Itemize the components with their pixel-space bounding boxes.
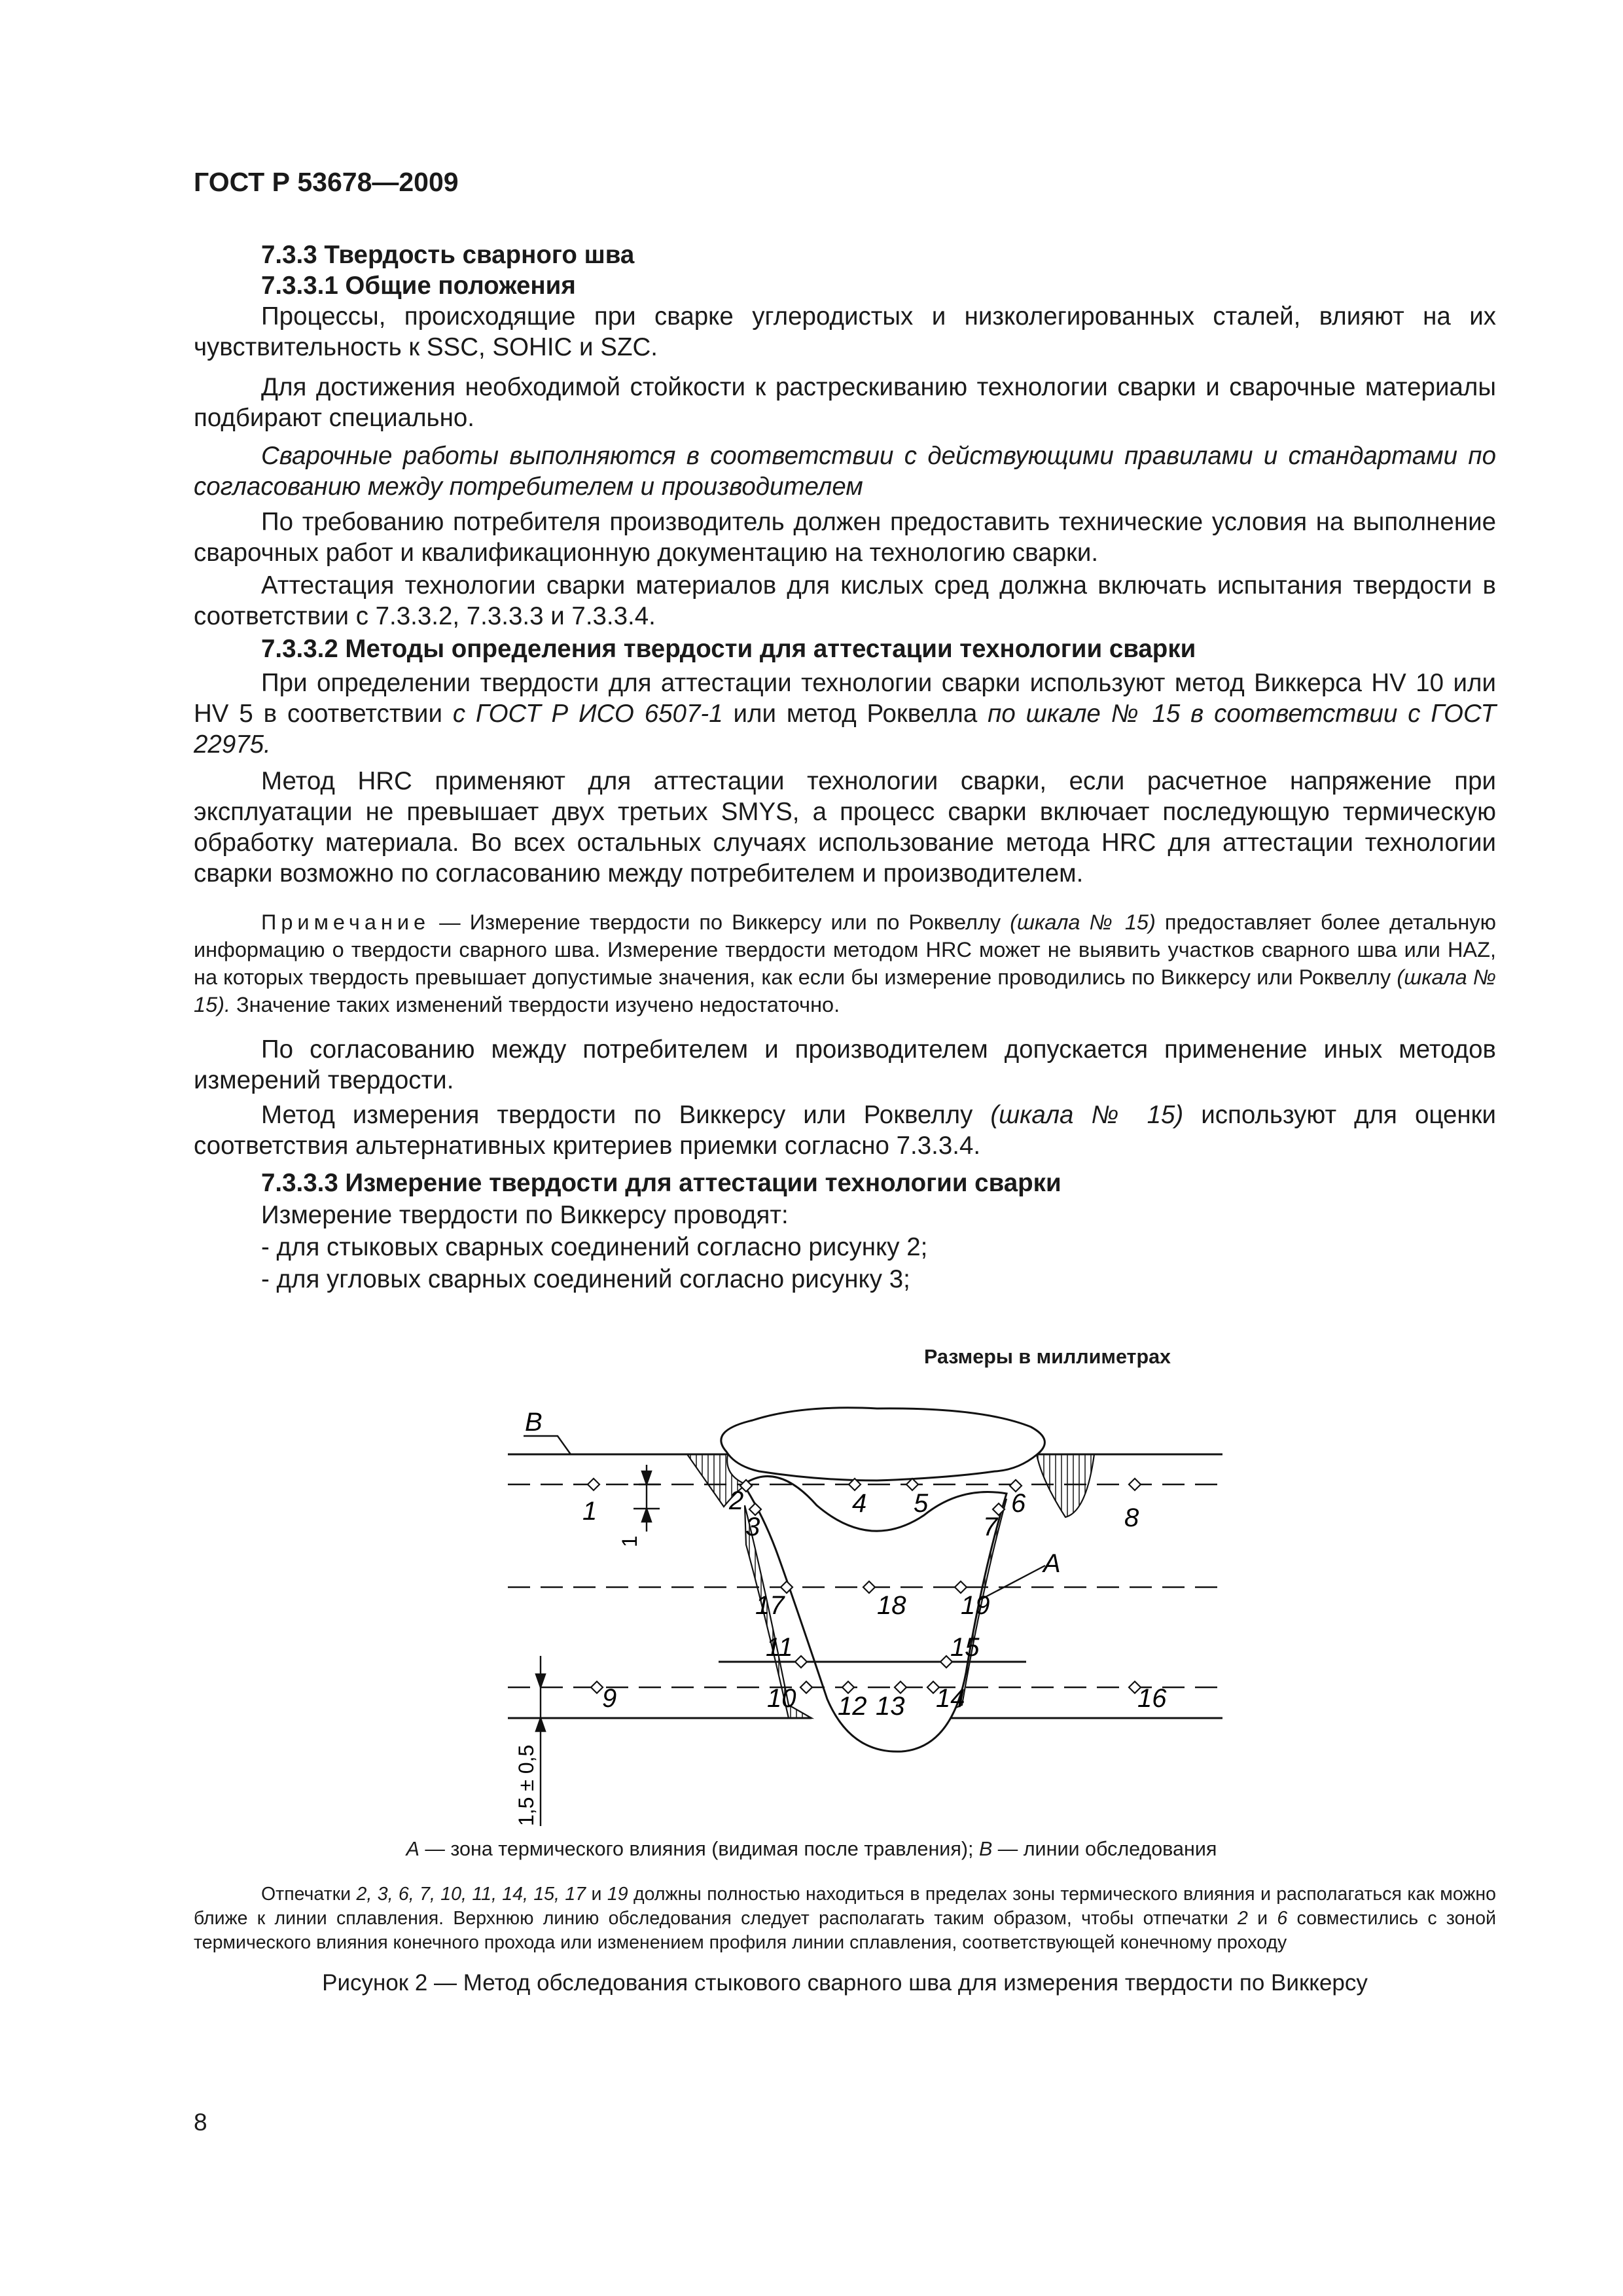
- figure-note-c: и: [586, 1884, 607, 1905]
- label-13: 13: [876, 1692, 905, 1721]
- paragraph-1: Процессы, происходящие при сварке углеродистых и низколегированных сталей, влияют на их чувствительность к SSC, SOHIC и SZC.: [194, 302, 1496, 361]
- paragraph-6-part-c: или метод Роквелла: [722, 700, 988, 728]
- label-14: 14: [936, 1684, 965, 1713]
- page-number: 8: [194, 2109, 207, 2136]
- section-7-3-3-3-heading: 7.3.3.3 Измерение твердости для аттестации технологии сварки: [261, 1169, 1061, 1197]
- paragraph-3: Сварочные работы выполняются в соответствии с действующими правилами и стандартами по согласованию между потребителем и производителем: [194, 442, 1496, 501]
- paragraph-2: Для достижения необходимой стойкости к растрескиванию технологии сварки и сварочные материалы подбирают специально.: [194, 373, 1496, 432]
- note-text-a: — Измерение твердости по Виккерсу или по Роквеллу: [430, 910, 1010, 934]
- label-11: 11: [766, 1633, 793, 1662]
- figure-note-d: 19: [607, 1884, 628, 1905]
- label-18: 18: [877, 1591, 906, 1620]
- paragraph-9-part-a: Метод измерения твердости по Виккерсу или Роквеллу: [261, 1101, 991, 1129]
- figure-note-f: 2: [1238, 1908, 1248, 1929]
- paragraph-5: Аттестация технологии сварки материалов для кислых сред должна включать испытания твердости в соответствии с 7.3.3.2, 7.3.3.3 и 7.3.3.4.: [194, 571, 1496, 630]
- document-header: ГОСТ Р 53678—2009: [194, 167, 459, 197]
- legend-b-symbol: B: [978, 1838, 993, 1860]
- label-a: A: [1043, 1549, 1061, 1578]
- paragraph-10: Измерение твердости по Виккерсу проводят:: [261, 1201, 789, 1229]
- legend-a-text: — зона термического влияния (видимая после травления);: [419, 1838, 979, 1860]
- note-label: Примечание: [261, 910, 431, 934]
- figure-note-a: Отпечатки: [261, 1884, 357, 1905]
- section-7-3-3-2-heading: 7.3.3.2 Методы определения твердости для аттестации технологии сварки: [261, 635, 1196, 663]
- label-19: 19: [961, 1591, 990, 1620]
- label-3: 3: [745, 1513, 760, 1541]
- legend-b-text: — линии обследования: [992, 1838, 1217, 1860]
- label-7: 7: [983, 1513, 998, 1541]
- paragraph-6-part-a: При определении твердости для аттестации технологии сварки используют метод Виккерса HV 10 или HV 5 в соответствии: [194, 669, 1496, 728]
- label-5: 5: [914, 1489, 929, 1518]
- figure-note: [194, 1882, 1496, 1955]
- label-6: 6: [1011, 1489, 1026, 1518]
- figure-note-g: и: [1247, 1908, 1277, 1929]
- note-text-c: предоставляет более детальную информацию о твердости сварного шва. Измерение твердости методом HRC может не выявить участков сварного шва или HAZ, на которых твердость превышает допустимые значения, как если бы измерение проводились по Виккерсу или Роквеллу: [194, 910, 1496, 989]
- label-12: 12: [838, 1692, 867, 1721]
- label-4: 4: [852, 1489, 867, 1518]
- label-8: 8: [1124, 1503, 1139, 1532]
- paragraph-8: По согласованию между потребителем и производителем допускается применение иных методов измерений твердости.: [194, 1035, 1496, 1094]
- paragraph-6-ref-gost: по шкале № 15 в соответствии с ГОСТ 22975.: [194, 700, 1496, 759]
- list-item-2: - для угловых сварных соединений согласно рисунку 3;: [261, 1265, 910, 1293]
- dim-label-1: 1: [618, 1535, 641, 1547]
- label-2: 2: [729, 1486, 744, 1515]
- label-1: 1: [582, 1497, 597, 1526]
- note-text-e: Значение таких изменений твердости изучено недостаточно.: [230, 993, 840, 1016]
- section-7-3-3-heading: 7.3.3 Твердость сварного шва: [261, 241, 635, 269]
- section-7-3-3-1-heading: 7.3.3.1 Общие положения: [261, 272, 576, 300]
- paragraph-6-ref-gost-iso: с ГОСТ Р ИСО 6507-1: [452, 700, 723, 728]
- label-15: 15: [950, 1633, 980, 1662]
- figure-note-b: 2, 3, 6, 7, 10, 11, 14, 15, 17: [356, 1884, 586, 1905]
- paragraph-4: По требованию потребителя производитель должен предоставить технические условия на выполнение сварочных работ и квалификационную документацию на технологию сварки.: [194, 508, 1496, 567]
- note-text-b: (шкала № 15): [1010, 910, 1156, 934]
- label-17: 17: [755, 1591, 785, 1620]
- paragraph-7: Метод HRC применяют для аттестации технологии сварки, если расчетное напряжение при эксплуатации не превышает двух третьих SMYS, а процесс сварки включает последующую термическую обработку материала. Во всех остальных случаях использование метода HRC для аттестации технологии сварки возможно по согласованию между потребителем и производителем.: [194, 767, 1496, 888]
- label-16: 16: [1137, 1684, 1167, 1713]
- paragraph-9-part-c: используют для оценки соответствия альтернативных критериев приемки согласно 7.3.3.4.: [194, 1101, 1496, 1160]
- figure-note-e: должны полностью находиться в пределах зоны термического влияния и располагаться как можно ближе к линии сплавления. Верхнюю линию обследования следует располагать таким образом, чтобы отпечатки: [194, 1884, 1497, 1929]
- legend-a-symbol: A: [406, 1838, 419, 1860]
- label-9: 9: [602, 1684, 617, 1713]
- list-item-1: - для стыковых сварных соединений согласно рисунку 2;: [261, 1233, 928, 1261]
- paragraph-9-part-b: (шкала № 15): [990, 1101, 1184, 1129]
- figure-note-h: 6: [1277, 1908, 1288, 1929]
- label-b: B: [525, 1408, 543, 1437]
- note-text-d: (шкала № 15).: [194, 965, 1496, 1016]
- dim-label-1-5: 1,5 ± 0,5: [514, 1744, 538, 1826]
- dimensions-note: Размеры в миллиметрах: [924, 1346, 1171, 1368]
- figure-legend: [0, 1838, 1623, 1861]
- figure-note-i: совместились с зоной термического влияния конечного прохода или изменением профиля линии сплавления, соответствующей конечному проходу: [194, 1908, 1496, 1953]
- figure-caption: Рисунок 2 — Метод обследования стыкового сварного шва для измерения твердости по Виккерсу: [322, 1970, 1368, 1996]
- label-10: 10: [767, 1684, 796, 1713]
